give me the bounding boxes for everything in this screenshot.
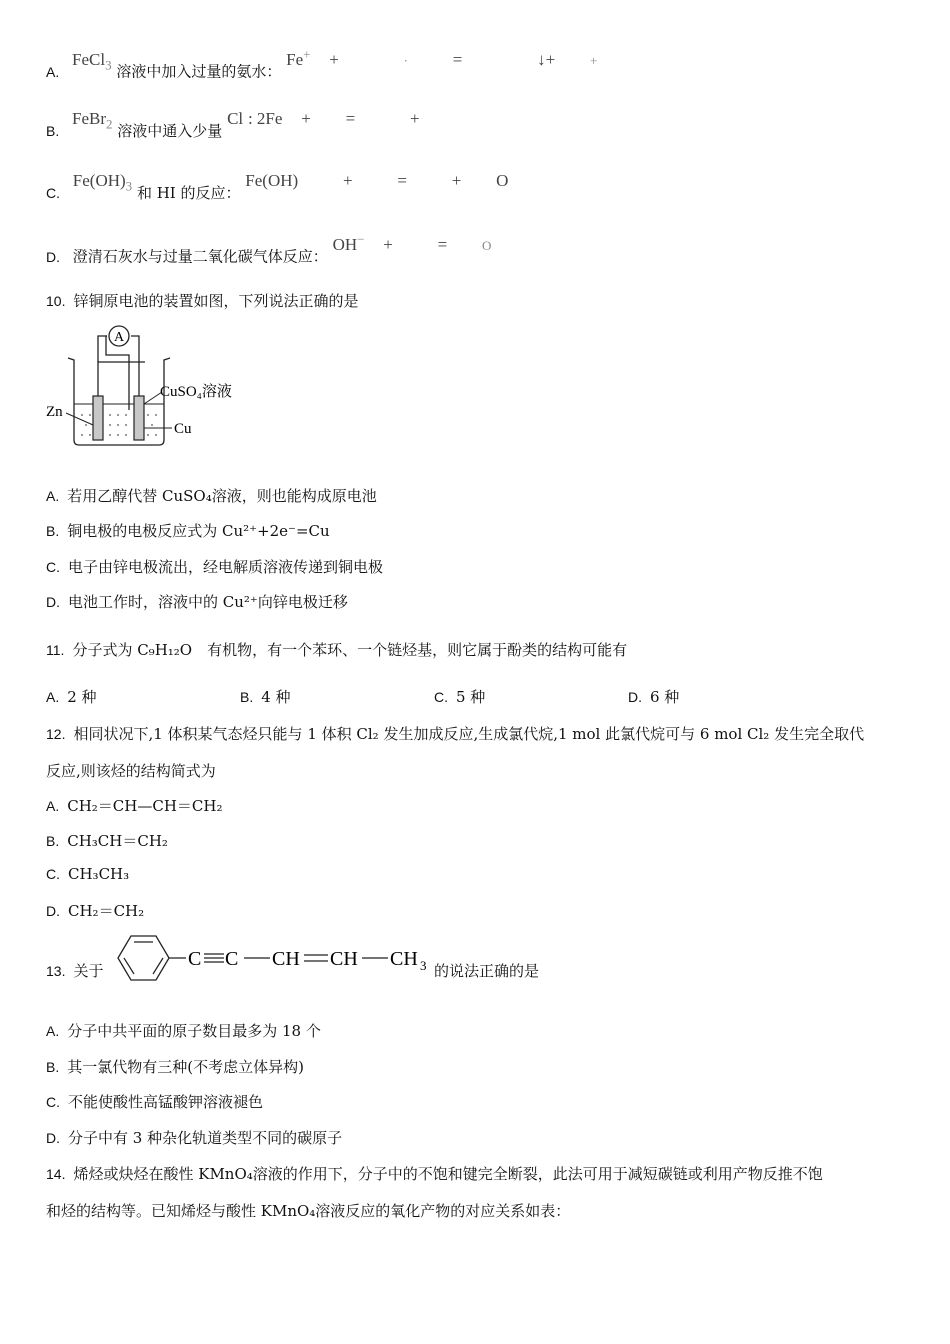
svg-text:3: 3: [420, 958, 427, 973]
q12-option-c: C. CH₃CH₃: [46, 865, 130, 883]
q9-option-b: B. FeBr$_2$ 溶液中通入少量 Cl : 2Fe + = +: [46, 109, 420, 140]
q11-option-d: D. 6 种: [628, 688, 680, 706]
svg-text:CH: CH: [390, 948, 418, 970]
q11-option-a: A. 2 种: [46, 688, 97, 706]
q10-option-c: C. 电子由锌电极流出，经电解质溶液传递到铜电极: [46, 558, 384, 576]
q9-option-c: C. $Fe(OH)_3$ 和 HI 的反应： Fe(OH) + = + O: [46, 171, 509, 202]
q12-option-a: A. CH₂＝CH—CH＝CH₂: [46, 797, 223, 815]
q12-stem: 12. 相同状况下,1 体积某气态烃只能与 1 体积 Cl₂ 发生加成反应,生成氯代烷,1 mol 此氯代烷可与 6 mol Cl₂ 发生完全取代: [46, 725, 865, 743]
q13-stem-prefix: 13. 关于: [46, 962, 104, 980]
q12-stem-cont: 反应,则该烃的结构简式为: [46, 762, 216, 780]
q10-option-d: D. 电池工作时，溶液中的 Cu²⁺向锌电极迁移: [46, 593, 348, 611]
solution-label: CuSO₄溶液: [160, 384, 232, 400]
svg-text:C: C: [188, 948, 202, 970]
q9-option-a: A. FeCl$_3$ 溶液中加入过量的氨水： Fe+ + · = ↓+ +: [46, 46, 598, 81]
q10-stem: 10. 锌铜原电池的装置如图，下列说法正确的是: [46, 292, 359, 310]
formula: FeCl$_3$: [72, 49, 112, 73]
q13-stem-suffix: 的说法正确的是: [434, 962, 540, 980]
q12-option-b: B. CH₃CH＝CH₂: [46, 832, 168, 850]
q10-option-b: B. 铜电极的电极反应式为 Cu²⁺+2e⁻=Cu: [46, 522, 330, 540]
q13-option-a: A. 分子中共平面的原子数目最多为 18 个: [46, 1022, 321, 1040]
q11-option-b: B. 4 种: [240, 688, 291, 706]
zn-electrode: [93, 396, 103, 440]
svg-text:C: C: [225, 948, 239, 970]
galvanic-cell-figure: [44, 320, 264, 450]
q13-structure: [108, 930, 438, 986]
q13-option-c: C. 不能使酸性高锰酸钾溶液褪色: [46, 1093, 264, 1111]
cu-electrode: [134, 396, 144, 440]
q14-stem-cont: 和烃的结构等。已知烯烃与酸性 KMnO₄溶液反应的氧化产物的对应关系如表：: [46, 1202, 571, 1220]
q13-option-d: D. 分子中有 3 种杂化轨道类型不同的碳原子: [46, 1129, 343, 1147]
svg-text:CH: CH: [330, 948, 358, 970]
q9-option-d: D. 澄清石灰水与过量二氧化碳气体反应： OH− + = O: [46, 231, 492, 266]
cu-label: Cu: [174, 421, 192, 437]
beaker: [68, 358, 170, 445]
q11-stem: 11. 分子式为 C₉H₁₂O 有机物，有一个苯环、一个链烃基，则它属于酚类的结构可能有: [46, 641, 628, 659]
q11-option-c: C. 5 种: [434, 688, 486, 706]
ammeter-label: A: [113, 330, 125, 345]
q13-option-b: B. 其一氯代物有三种(不考虑立体异构): [46, 1058, 304, 1076]
q14-stem: 14. 烯烃或炔烃在酸性 KMnO₄溶液的作用下，分子中的不饱和键完全断裂，此法可用于减短碳链或利用产物反推不饱: [46, 1165, 823, 1183]
svg-text:CH: CH: [272, 948, 300, 970]
q12-option-d: D. CH₂＝CH₂: [46, 902, 145, 920]
zn-label: Zn: [46, 404, 63, 420]
q10-option-a: A. 若用乙醇代替 CuSO₄溶液，则也能构成原电池: [46, 487, 377, 505]
